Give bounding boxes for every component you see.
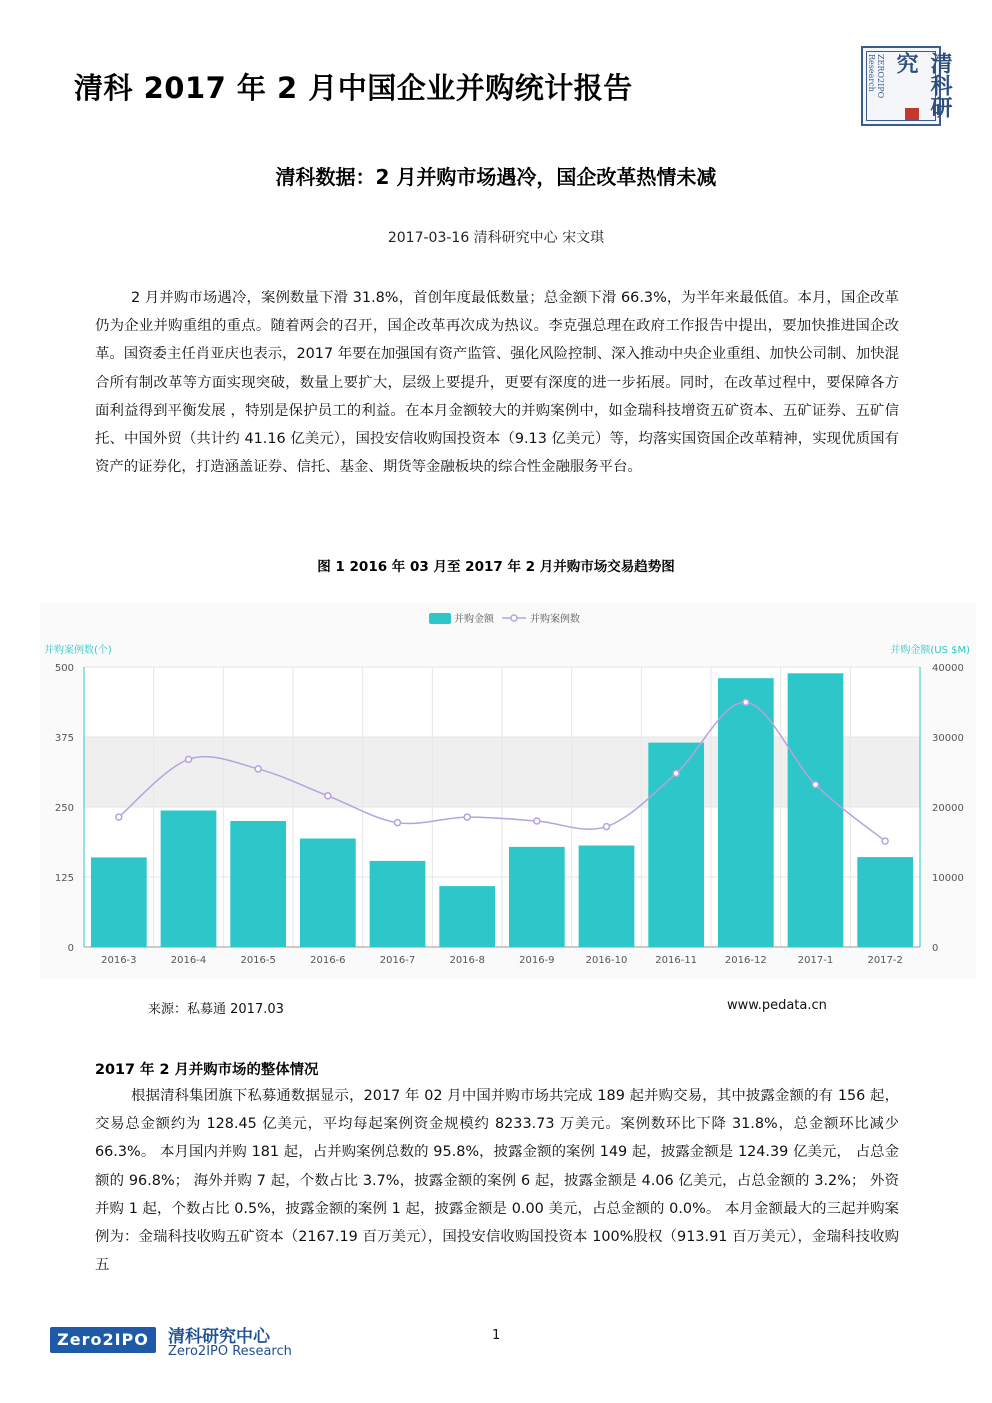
page-number: 1 [492, 1328, 501, 1343]
amount-bar [161, 811, 217, 948]
footer-org-chinese: 清科研究中心 [168, 1327, 270, 1347]
amount-bar [857, 857, 913, 947]
left-axis-tick-label: 500 [54, 663, 74, 674]
amount-bar [91, 857, 147, 947]
deal-count-point [813, 782, 819, 788]
left-axis-tick-label: 375 [54, 733, 74, 744]
x-axis-tick-label: 2016-7 [379, 955, 416, 966]
x-axis-tick-label: 2017-1 [797, 955, 834, 966]
deal-count-point [395, 820, 401, 826]
trend-chart-svg [40, 603, 976, 979]
report-title: 清科 2017 年 2 月中国企业并购统计报告 [74, 71, 633, 105]
deal-count-point [604, 824, 610, 830]
article-subtitle: 清科数据：2 月并购市场遇冷，国企改革热情未减 [275, 165, 717, 189]
legend-label-amount: 并购金额 [454, 614, 494, 625]
trend-chart [40, 603, 976, 979]
left-axis-tick-label: 0 [67, 943, 74, 954]
seal-chinese-text: 清科研究 [893, 52, 953, 118]
source-website: www.pedata.cn [727, 998, 827, 1013]
left-axis-tick-label: 125 [54, 873, 74, 884]
x-axis-tick-label: 2016-11 [655, 955, 698, 966]
chart-legend[interactable] [429, 612, 580, 625]
amount-bar [370, 861, 426, 947]
x-axis-tick-label: 2016-5 [240, 955, 276, 966]
deal-count-point [464, 814, 470, 820]
x-axis-tick-label: 2016-10 [585, 955, 628, 966]
amount-bar [509, 847, 565, 947]
amount-bar [788, 673, 844, 947]
zero2ipo-research-seal [861, 46, 953, 126]
amount-bar [300, 839, 356, 948]
amount-bar [439, 886, 495, 947]
x-axis-tick-label: 2017-2 [867, 955, 903, 966]
right-axis-label: 并购金额(US $M) [890, 645, 970, 656]
chart-plot-area [55, 663, 964, 966]
footer-org-english: Zero2IPO Research [168, 1344, 292, 1359]
amount-bar [718, 678, 774, 947]
deal-count-point [325, 793, 331, 799]
deal-count-point [116, 814, 122, 820]
x-axis-tick-label: 2016-12 [724, 955, 767, 966]
chart-source: 来源：私募通 2017.03 [148, 1002, 284, 1017]
seal-english-text: ZERO2IPO Research [867, 54, 885, 99]
deal-count-point [534, 818, 540, 824]
x-axis-tick-label: 2016-9 [519, 955, 555, 966]
intro-paragraph: 2 月并购市场遇冷，案例数量下滑 31.8%，首创年度最低数量；总金额下滑 66.3%，为半年来最低值。本月，国企改革仍为企业并购重组的重点。随着两会的召开，国企改革再次成为热议。李克强总理在政府工作报告中提出，要加快推进国企改革。国资委主任肖亚庆也表示，2017 年要在加强国有资产监管、强化风险控制、深入推动中央企业重组、加快公司制、加快混合所有制改革等方面实现突破，数量上要扩大，层级上要提升，更要有深度的进一步拓展。同时，在改革过程中，要保障各方面利益得到平衡发展 ，特别是保护员工的利益。在本月金额较大的并购案例中，如金瑞科技增资五矿资本、五矿证券、五矿信托、中国外贸（共计约 41.16 亿美元），国投安信收购国投资本（9.13 亿美元）等，均落实国资国企改革精神，实现优质国有资产的证券化，打造涵盖证券、信托、基金、期货等金融板块的综合性金融服务平台。 [95, 290, 899, 476]
deal-count-point [255, 766, 261, 772]
legend-label-count: 并购案例数 [530, 614, 580, 625]
overview-paragraph: 根据清科集团旗下私募通数据显示，2017 年 02 月中国并购市场共完成 189 起并购交易，其中披露金额的有 156 起，交易总金额约为 128.45 亿美元，平均每起案例资金规模约 8233.73 万美元。案例数环比下降 31.8%，总金额环比减少 66.3%。 本月国内并购 181 起，占并购案例总数的 95.8%，披露金额的案例 149 起，披露金额是 124.39 亿美元， 占总金额的 96.8%； 海外并购 7 起，个数占比 3.7%，披露金额的案例 6 起，披露金额是 4.06 亿美元，占总金额的 3.2%； 外资并购 1 起，个数占比 0.5%，披露金额的案例 1 起，披露金额是 0.00 美元，占总金额的 0.0%。 本月金额最大的三起并购案例为：金瑞科技收购五矿资本（2167.19 百万美元），国投安信收购国投资本 100%股权（913.91 百万美元），金瑞科技收购五 [95, 1088, 899, 1274]
figure-title: 图 1 2016 年 03 月至 2017 年 2 月并购市场交易趋势图 [317, 559, 675, 575]
amount-bar [230, 821, 286, 947]
article-byline: 2017-03-16 清科研究中心 宋文琪 [387, 230, 605, 246]
amount-bar [579, 846, 635, 948]
seal-red-stamp [905, 108, 919, 120]
deal-count-point [186, 756, 192, 762]
x-axis-tick-label: 2016-6 [310, 955, 346, 966]
right-axis-tick-label: 40000 [932, 663, 964, 674]
right-axis-tick-label: 0 [932, 943, 939, 954]
zero2ipo-logo: Zero2IPO [50, 1327, 156, 1353]
right-axis-tick-label: 30000 [932, 733, 964, 744]
deal-count-point [882, 838, 888, 844]
legend-bar-swatch [429, 613, 451, 624]
left-axis-tick-label: 250 [54, 803, 74, 814]
x-axis-tick-label: 2016-3 [101, 955, 137, 966]
right-axis-tick-label: 20000 [932, 803, 964, 814]
x-axis-tick-label: 2016-4 [170, 955, 207, 966]
deal-count-point [743, 699, 749, 705]
x-axis-tick-label: 2016-8 [449, 955, 485, 966]
section-heading: 2017 年 2 月并购市场的整体情况 [95, 1062, 319, 1078]
left-axis-label: 并购案例数(个) [44, 645, 112, 656]
right-axis-tick-label: 10000 [932, 873, 964, 884]
legend-line-marker [511, 615, 517, 621]
deal-count-point [673, 770, 679, 776]
